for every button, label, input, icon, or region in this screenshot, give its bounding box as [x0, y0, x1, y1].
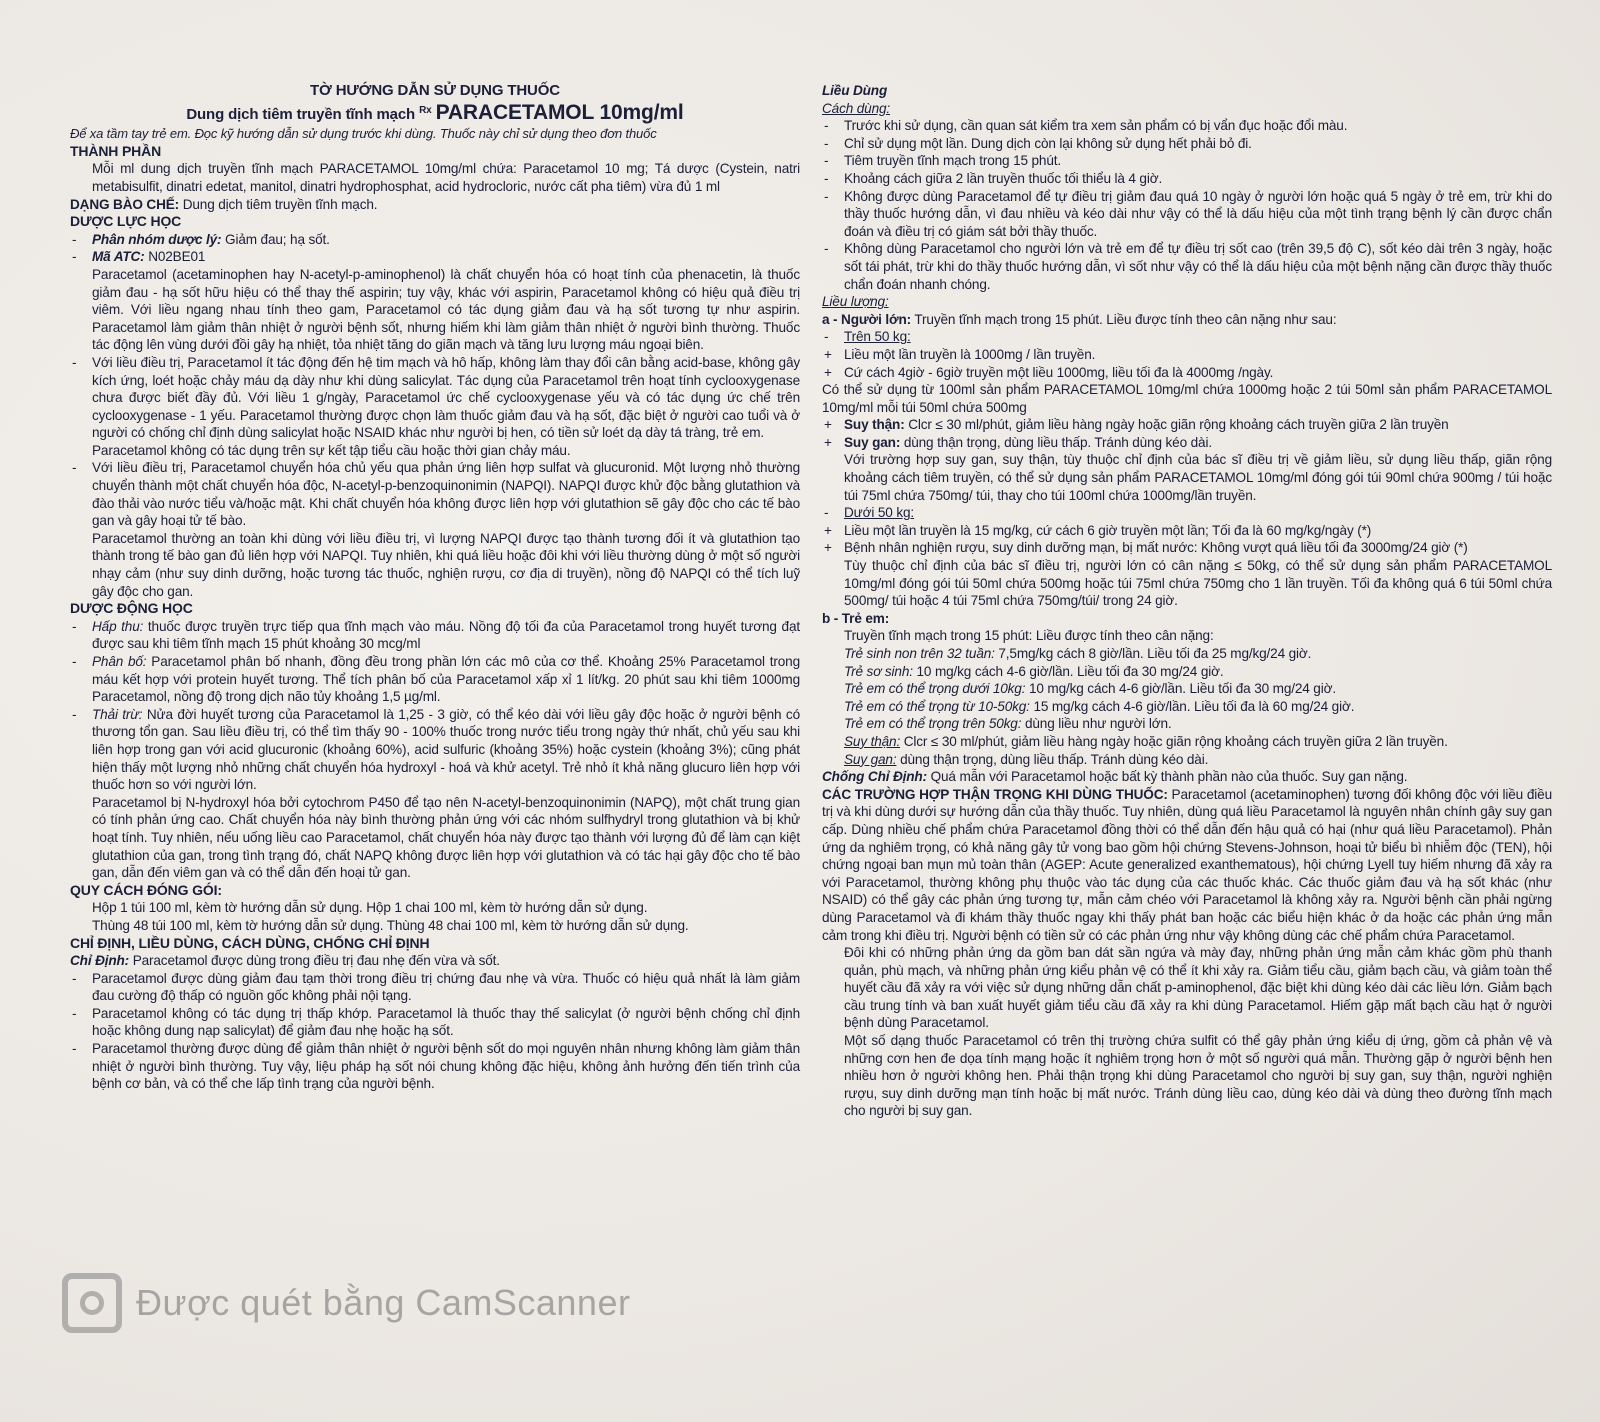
warning-note: Để xa tầm tay trẻ em. Đọc kỹ hướng dẫn sử dụng trước khi dùng. Thuốc này chỉ sử dụng theo đơn thuốc: [70, 126, 657, 142]
cach-dung-1: - Trước khi sử dụng, cần quan sát kiểm tra xem sản phẩm có bị vẩn đục hoặc đổi màu.: [844, 117, 1552, 135]
chi-dinh-bullet-3: - Paracetamol thường được dùng để giảm thân nhiệt ở người bệnh sốt do mọi nguyên nhân nhưng không làm giảm thân nhiệt ở người bình thường. Tuy vậy, liệu pháp hạ sốt nói chung không đặc hiệu, không ảnh hưởng đến tiến trình của bệnh cơ bản, và có thể che lấp tình trạng của người bệnh.: [92, 1040, 800, 1093]
quy-cach-line-1: Hộp 1 túi 100 ml, kèm tờ hướng dẫn sử dụng. Hộp 1 chai 100 ml, kèm tờ hướng dẫn sử dụng.: [92, 900, 648, 916]
dlh-paragraph-3: Paracetamol thường an toàn khi dùng với liều điều trị, vì lượng NAPQI được tạo thành tương đối ít và glutathion tạo thành trong tế bào gan đủ liên hợp với NAPQI. Tuy nhiên, khi quá liều hoặc đôi khi với liều thường dùng ở một số người nhạy cảm (như suy dinh dưỡng, hoặc tương tác thuốc, nghiện rượu, cơ địa di truyền), nồng độ NAPQI có thể tích luỹ gây độc cho gan.: [92, 530, 800, 599]
suy-gan-than-note: Với trường hợp suy gan, suy thận, tùy thuộc chỉ định của bác sĩ điều trị về giảm liều, sử dụng liều thấp, giãn rộng khoảng cách tiêm truyền, có thể sử dụng sản phẩm PARACETAMOL 10mg/ml đóng gói túi 90ml chứa 900mg / túi hoặc túi 75ml chứa 750mg/ túi, thay cho túi 100ml chứa 1000mg/lần truyền.: [844, 452, 1552, 503]
tre-em-label: b - Trẻ em:: [822, 610, 890, 626]
section-chi-dinh: CHỈ ĐỊNH, LIỀU DÙNG, CÁCH DÙNG, CHỐNG CHỈ ĐỊNH: [70, 934, 430, 951]
cach-dung-6: - Không dùng Paracetamol cho người lớn và trẻ em để tự điều trị sốt cao (trên 39,5 độ C), sốt kéo dài trên 3 ngày, hoặc sốt tái phát, trừ khi do thầy thuốc hướng dẫn, vì sốt như vậy có thể là dấu hiệu của một bệnh nặng cần được thầy thuốc chẩn đoán nhanh chóng.: [844, 240, 1552, 293]
right-column: [822, 82, 1552, 1120]
ddh-paragraph-1: Paracetamol bị N-hydroxyl hóa bởi cytochrom P450 để tạo nên N-acetyl-benzoquinonimin (NAPQ), một chất trung gian có tính phản ứng cao. Chất chuyển hóa này bình thường phản ứng với các nhóm sulfhydryl trong glutathion và bị khử hoạt tính. Tuy nhiên, nếu uống liều cao Paracetamol, chất chuyển hóa này được tạo thành với lượng đủ để làm cạn kiệt glutathion của gan, trong tình trạng đó, chất NAPQ không được liên hợp với glutathion và có tác hại gây độc cho tế bào gan, dẫn đến viêm gan và có thể dẫn đến hoại tử gan.: [92, 794, 800, 881]
section-duoc-luc-hoc: DƯỢC LỰC HỌC: [70, 213, 182, 230]
cach-dung-5: - Không được dùng Paracetamol để tự điều trị giảm đau quá 10 ngày ở người lớn hoặc quá 5 ngày ở trẻ em, trừ khi do thầy thuốc hướng dẫn, vì đau nhiều và kéo dài như vậy có thể là dấu hiệu của một tình trạng bệnh lý cần được chẩn đoán và điều trị có giám sát bởi thầy thuốc.: [844, 188, 1552, 241]
chi-dinh-bullet-2: - Paracetamol không có tác dụng trị thấp khớp. Paracetamol là thuốc thay thế salicylat (ở người bệnh chống chỉ định hoặc không dung nạp salicylat) để giảm đau nhẹ hoặc hạ sốt.: [92, 1005, 800, 1040]
product-heading: [70, 102, 800, 124]
leaflet-title: TỜ HƯỚNG DẪN SỬ DỤNG THUỐC: [310, 82, 560, 99]
duoi-50-item-1: + Liều một lần truyền là 15 mg/kg, cứ cách 6 giờ truyền một lần; Tối đa là 60 mg/kg/ngày (*): [844, 522, 1552, 540]
cach-dung-label: Cách dùng:: [822, 100, 891, 116]
dlh-paragraph-2: Paracetamol không có tác dụng trên sự kết tập tiểu cầu hoặc thời gian chảy máu.: [92, 442, 571, 458]
tren-50kg: - Trên 50 kg:: [844, 328, 1552, 346]
nguoi-lon: a - Người lớn: Truyền tĩnh mạch trong 15 phút. Liều được tính theo cân nặng như sau:: [822, 311, 1337, 327]
section-duoc-dong-hoc: DƯỢC ĐỘNG HỌC: [70, 600, 193, 617]
dang-bao-che: DẠNG BÀO CHẾ: Dung dịch tiêm truyền tĩnh mạch.: [70, 196, 378, 212]
subtitle-prefix: Dung dịch tiêm truyền tĩnh mạch: [186, 105, 416, 123]
suy-gan: + Suy gan: dùng thận trọng, dùng liều thấp. Tránh dùng kéo dài.: [844, 434, 1552, 452]
hap-thu: - Hấp thu: thuốc được truyền trực tiếp qua tĩnh mạch vào máu. Nồng độ tối đa của Paracetamol trong huyết tương đạt được sau khi tiêm tĩnh mạch 15 phút khoảng 30 mcg/ml: [92, 618, 800, 653]
camscanner-watermark: [62, 1268, 842, 1338]
dlh-bullet-2: - Với liều điều trị, Paracetamol chuyển hóa chủ yếu qua phản ứng liên hợp sulfat và glucuronid. Một lượng nhỏ thường chuyển thành một chất chuyển hóa độc, N-acetyl-p-benzoquinonimin (NAPQI). NAPQI được khử độc bằng glutathion và đào thải vào nước tiểu và/hoặc mật. Khi chất chuyển hóa không được liên hợp với glutathion sẽ gây độc cho các tế bào gan và gây hoại tử tế bào.: [92, 459, 800, 529]
section-thanh-phan: THÀNH PHẦN: [70, 142, 162, 159]
tre-em-line-1: Truyền tĩnh mạch trong 15 phút: Liều được tính theo cân nặng:: [844, 628, 1214, 644]
lieu-luong-label: Liều lượng:: [822, 294, 889, 310]
chi-dinh: Chỉ Định: Paracetamol được dùng trong điều trị đau nhẹ đến vừa và sốt.: [70, 953, 500, 969]
duoi-50-note: Tùy thuộc chỉ định của bác sĩ điều trị, người lớn có cân nặng ≤ 50kg, có thể sử dụng sản phẩm PARACETAMOL 10mg/ml đóng gói túi 50ml chứa 500mg hoặc túi 75ml chứa 750mg cho 1 lần truyền. Tối đa không quá 6 túi 50ml chứa 500mg/ túi hoặc 4 túi 75ml chứa 750mg/túi/ trong 24 giờ.: [844, 558, 1552, 609]
chong-chi-dinh: Chống Chỉ Định: Quá mẫn với Paracetamol hoặc bất kỳ thành phần nào của thuốc. Suy gan nặng.: [822, 769, 1408, 785]
tren-50-note: Có thể sử dụng từ 100ml sản phẩm PARACETAMOL 10mg/ml chứa 1000mg hoặc 2 túi 50ml sản phẩm PARACETAMOL 10mg/ml mỗi túi 50ml chứa 500mg: [822, 382, 1552, 415]
phan-nhom: - Phân nhóm dược lý: Giảm đau; hạ sốt.: [92, 231, 800, 249]
duoi-50-item-2: + Bệnh nhân nghiện rượu, suy dinh dưỡng mạn, bị mất nước: Không vượt quá liều tối đa 3000mg/24 giờ (*): [844, 539, 1552, 557]
chi-dinh-bullet-1: - Paracetamol được dùng giảm đau tạm thời trong điều trị chứng đau nhẹ và vừa. Thuốc có hiệu quả nhất là làm giảm đau cường độ thấp có nguồn gốc không phải nội tạng.: [92, 970, 800, 1005]
dlh-bullet-1: - Với liều điều trị, Paracetamol ít tác động đến hệ tim mạch và hô hấp, không làm thay đổi cân bằng acid-base, không gây kích ứng, loét hoặc chảy máu dạ dày như khi dùng salicylat. Tác dụng của Paracetamol trên hoạt tính cyclooxygenase chưa được biết đầy đủ. Với liều 1 g/ngày, Paracetamol ức chế cyclooxygenase yếu và có tác dụng ức chế trên cyclooxygenase - 1 yếu. Paracetamol thường được chọn làm thuốc giảm đau và hạ sốt, đặc biệt ở người cao tuổi và ở người có chống chỉ định dùng salicylat hoặc NSAID khác như người bị hen, có tiền sử loét dạ dày tá tràng, trẻ em.: [92, 354, 800, 442]
tre-em-line-8: Suy gan: dùng thận trọng, dùng liều thấp. Tránh dùng kéo dài.: [844, 751, 1209, 767]
suy-than: + Suy thận: Clcr ≤ 30 ml/phút, giảm liều hàng ngày hoặc giãn rộng khoảng cách truyền giữa 2 lần truyền: [844, 416, 1552, 434]
quy-cach-line-2: Thùng 48 túi 100 ml, kèm tờ hướng dẫn sử dụng. Thùng 48 chai 100 ml, kèm tờ hướng dẫn sử dụng.: [92, 917, 689, 933]
cach-dung-4: - Khoảng cách giữa 2 lần truyền thuốc tối thiểu là 4 giờ.: [844, 170, 1552, 188]
phan-bo: - Phân bố: Paracetamol phân bố nhanh, đồng đều trong phần lớn các mô của cơ thể. Khoảng 25% Paracetamol trong máu kết hợp với protein huyết tương. Thể tích phân bố của Paracetamol xấp xỉ 1 lít/kg. 20 phút sau khi tiêm 1000mg Paracetamol, nồng độ trong dịch não tủy khoảng 1,5 µg/ml.: [92, 653, 800, 706]
tren-50-item-1: + Liều một lần truyền là 1000mg / lần truyền.: [844, 346, 1552, 364]
section-quy-cach: QUY CÁCH ĐÓNG GÓI:: [70, 881, 222, 898]
than-trong-paragraph-1: CÁC TRƯỜNG HỢP THẬN TRỌNG KHI DÙNG THUỐC: Paracetamol (acetaminophen) tương đối không độc với liều điều trị và khi dùng dưới sự hướng dẫn của thầy thuốc. Tuy nhiên, dùng quá liều Paracetamol là nguyên nhân chính gây suy gan cấp. Dùng nhiều chế phẩm chứa Paracetamol đồng thời có thể dẫn đến hậu quả có hại (như quá liều Paracetamol). Phản ứng da nghiêm trọng, có khả năng gây tử vong bao gồm hội chứng Stevens-Johnson, hoại tử biểu bì nhiễm độc (TEN), hội chứng ngoại ban mụn mủ toàn thân (AGEP: Acute generalized exanthematous), hội chứng Lyell tuy hiếm nhưng đã xảy ra với Paracetamol, thường không phụ thuộc vào tác dụng của các thuốc khác. Các thuốc giảm đau và hạ sốt khác (như NSAID) có thể gây các phản ứng tương tự, mẫn cảm chéo với Paracetamol là không xảy ra. Người bệnh cần phải ngừng dùng Paracetamol và đi khám thầy thuốc ngay khi thấy phát ban hoặc các biểu hiện khác ở da hoặc các phản ứng mẫn cảm trong khi điều trị. Người bệnh có tiền sử có các phản ứng như vậy không dùng các chế phẩm chứa Paracetamol.: [822, 786, 1552, 943]
rx-symbol: Rx: [419, 104, 432, 116]
tre-em-line-3: Trẻ sơ sinh: 10 mg/kg cách 4-6 giờ/lần. Liều tối đa 30 mg/24 giờ.: [844, 663, 1224, 679]
tre-em-line-2: Trẻ sinh non trên 32 tuần: 7,5mg/kg cách 8 giờ/lần. Liều tối đa 25 mg/kg/24 giờ.: [844, 646, 1312, 661]
than-trong-paragraph-3: Một số dạng thuốc Paracetamol có trên thị trường chứa sulfit có thể gây phản ứng kiểu dị ứng, gồm cả phản vệ và những cơn hen đe dọa tính mạng hoặc ít nghiêm trọng hơn ở một số người quá mẫn. Thường gặp ở người bệnh hen nhiều hơn ở người không hen. Phải thận trọng khi dùng Paracetamol cho người bị suy gan, suy thận, người nghiện rượu, suy dinh dưỡng mạn tính hoặc bị mất nước. Tránh dùng liều cao, dùng kéo dài và dùng theo đường tĩnh mạch cho người bị suy gan.: [844, 1033, 1552, 1119]
tre-em-line-4: Trẻ em có thể trọng dưới 10kg: 10 mg/kg cách 4-6 giờ/lần. Liều tối đa 30 mg/24 giờ.: [844, 681, 1336, 697]
thai-tru: - Thải trừ: Nửa đời huyết tương của Paracetamol là 1,25 - 3 giờ, có thể kéo dài với liều gây độc hoặc ở người bệnh có thương tổn gan. Sau liều điều trị, có thể tìm thấy 90 - 100% thuốc trong nước tiểu trong ngày thứ nhất, chủ yếu sau khi liên hợp trong gan với acid glucuronic (khoảng 60%), acid sulfuric (khoảng 35%) hoặc cystein (khoảng 3%); cũng phát hiện thấy một lượng nhỏ những chất chuyển hóa hydroxyl - hoá và khử acetyl. Trẻ nhỏ ít khả năng glucuro liên hợp với thuốc hơn so với người lớn.: [92, 706, 800, 794]
ma-atc: - Mã ATC: N02BE01: [92, 248, 800, 266]
thanh-phan-text: Mỗi ml dung dịch truyền tĩnh mạch PARACETAMOL 10mg/ml chứa: Paracetamol 10 mg; Tá dược (Cystein, natri metabisulfit, dinatri edetat, manitol, dinatri hydrophosphat, acid hydrocloric, nước cất pha tiêm) vừa đủ 1 ml: [92, 161, 800, 194]
product-name: PARACETAMOL 10mg/ml: [435, 100, 684, 124]
tre-em-line-7: Suy thận: Clcr ≤ 30 ml/phút, giảm liều hàng ngày hoặc giãn rộng khoảng cách truyền giữa 2 lần truyền.: [844, 733, 1448, 749]
duoi-50kg: - Dưới 50 kg:: [844, 504, 1552, 522]
watermark-text: Được quét bằng CamScanner: [136, 1282, 631, 1323]
left-column: [70, 82, 800, 1093]
cach-dung-2: - Chỉ sử dụng một lần. Dung dịch còn lại không sử dụng hết phải bỏ đi.: [844, 135, 1552, 153]
tre-em-line-6: Trẻ em có thể trọng trên 50kg: dùng liều như người lớn.: [844, 716, 1172, 732]
section-lieu-dung: Liều Dùng: [822, 83, 888, 98]
tre-em-line-5: Trẻ em có thể trọng từ 10-50kg: 15 mg/kg cách 4-6 giờ/lần. Liều tối đa là 60 mg/24 giờ.: [844, 698, 1355, 714]
cach-dung-3: - Tiêm truyền tĩnh mạch trong 15 phút.: [844, 152, 1552, 170]
tren-50-item-2: + Cứ cách 4giờ - 6giờ truyền một liều 1000mg, liều tối đa là 4000mg /ngày.: [844, 364, 1552, 382]
dlh-paragraph-1: Paracetamol (acetaminophen hay N-acetyl-p-aminophenol) là chất chuyển hóa có hoạt tính của phenacetin, là thuốc giảm đau - hạ sốt hữu hiệu có thể thay thế aspirin; tuy vậy, khác với aspirin, Paracetamol không có hiệu quả điều trị viêm. Với liều ngang nhau tính theo gam, Paracetamol có tác dụng giảm đau và hạ sốt tương tự như aspirin. Paracetamol làm giảm thân nhiệt ở người bệnh sốt, nhưng hiếm khi làm giảm thân nhiệt ở người bình thường. Thuốc tác động lên vùng dưới đồi gây hạ nhiệt, tỏa nhiệt tăng do giãn mạch và tăng lưu lượng máu ngoại biên.: [92, 266, 800, 353]
camscanner-logo-icon: [62, 1273, 122, 1333]
than-trong-paragraph-2: Đôi khi có những phản ứng da gồm ban dát sần ngứa và mày đay, những phản ứng mẫn cảm khác gồm phù thanh quản, phù mạch, và những phản ứng kiểu phản vệ có thể ít khi xảy ra. Giảm tiểu cầu, giảm bạch cầu, và giảm toàn thể huyết cầu đã xảy ra với việc sử dụng những dẫn chất p-aminophenol, đặc biệt khi dùng kéo dài các liều lớn. Giảm bạch cầu trung tính và ban xuất huyết giảm tiểu cầu đã xảy ra khi dùng Paracetamol. Hiếm gặp mất bạch cầu hạt ở người bệnh dùng Paracetamol.: [844, 945, 1552, 1031]
